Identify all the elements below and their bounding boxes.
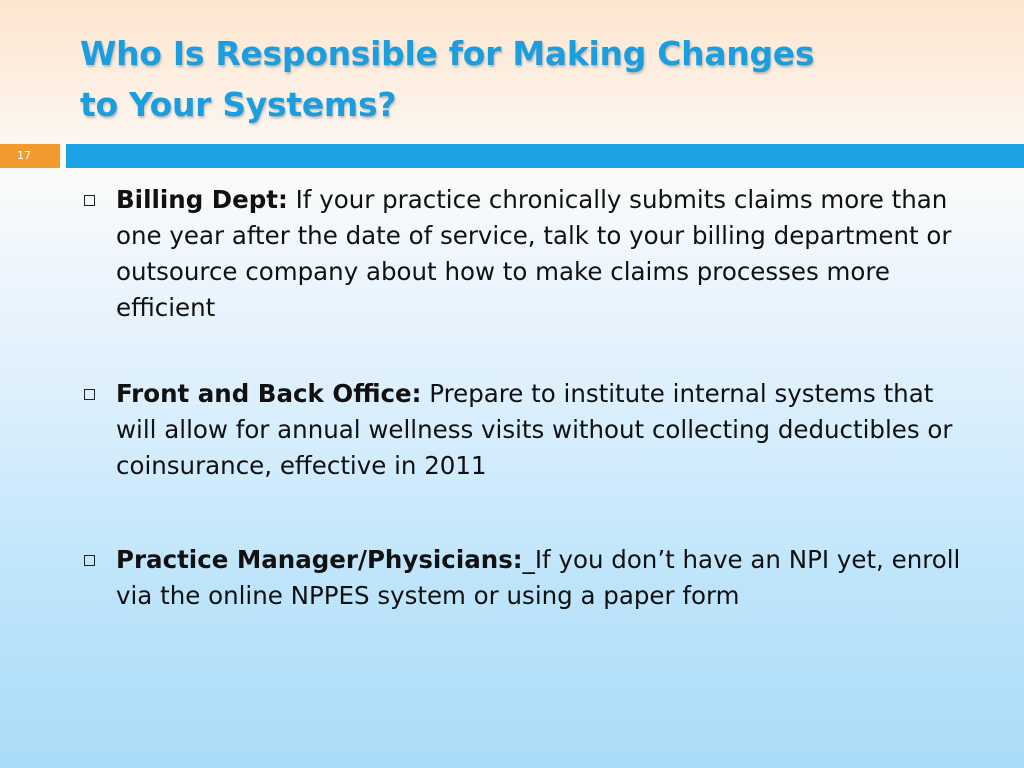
square-outline-bullet-icon <box>84 389 95 400</box>
bullet-label: Front and Back Office: <box>116 379 422 408</box>
bullet-label: Practice Manager/Physicians: <box>116 545 523 574</box>
bullet-item-practice-manager <box>80 542 980 614</box>
bullet-list <box>80 182 980 664</box>
bullet-item-billing-dept <box>80 182 980 326</box>
slide-number: 17 <box>17 149 31 162</box>
accent-bar-blue <box>66 144 1024 168</box>
bullet-text: Prepare to institute internal systems that will allow for annual wellness visits without collecting deductibles or coinsurance, effective in 2011 <box>116 379 953 480</box>
slide-title <box>80 28 980 130</box>
bullet-label: Billing Dept: <box>116 185 288 214</box>
slide-title-line-1: Who Is Responsible for Making Changes <box>80 34 815 73</box>
square-outline-bullet-icon <box>84 555 95 566</box>
slide-title-line-2: to Your Systems? <box>80 85 397 124</box>
square-outline-bullet-icon <box>84 195 95 206</box>
bullet-text: If your practice chronically submits claims more than one year after the date of service, talk to your billing department or outsource company about how to make claims processes more efficient <box>116 185 952 322</box>
bullet-text: _If you don’t have an NPI yet, enroll via the online NPPES system or using a paper form <box>116 545 961 610</box>
bullet-item-front-back-office <box>80 376 980 484</box>
